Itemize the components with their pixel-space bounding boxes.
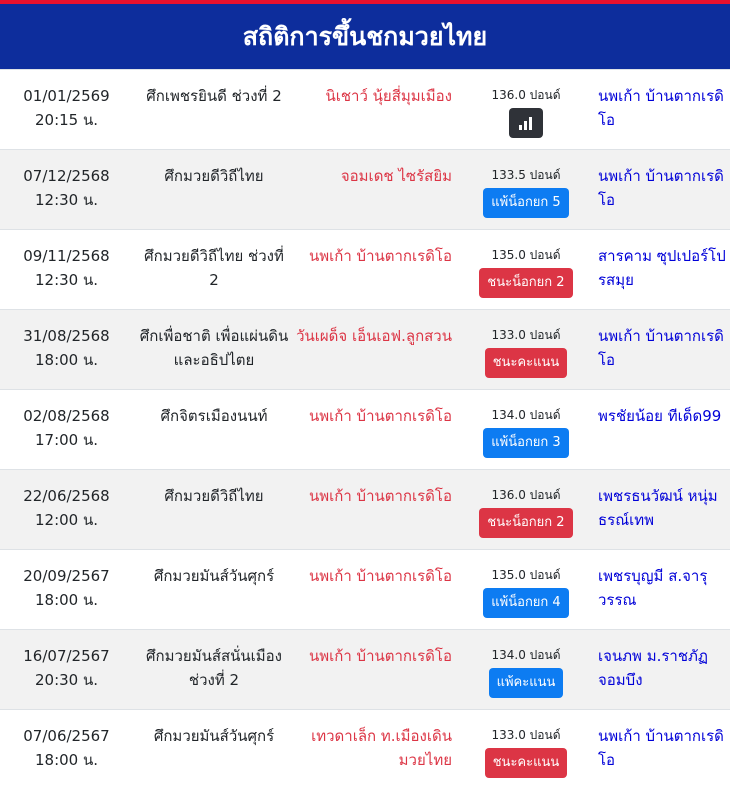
fight-date-cell bbox=[0, 710, 133, 789]
weight-label: 135.0 ปอนด์ bbox=[491, 568, 561, 582]
weight-label: 133.5 ปอนด์ bbox=[491, 168, 561, 182]
fight-date: 07/06/2567 bbox=[23, 727, 110, 745]
result-badge[interactable]: แพ้น็อกยก 5 bbox=[483, 188, 568, 218]
event-name: ศึกมวยมันส์วันศุกร์ bbox=[153, 567, 275, 585]
weight-label: 134.0 ปอนด์ bbox=[491, 408, 561, 422]
fight-time: 18:00 น. bbox=[34, 351, 99, 369]
fight-date-cell bbox=[0, 230, 133, 309]
result-cell bbox=[460, 550, 592, 629]
fight-date-cell bbox=[0, 150, 133, 229]
event-name: ศึกเพชรยินดี ช่วงที่ 2 bbox=[146, 87, 282, 105]
blue-corner-fighter[interactable]: นพเก้า บ้านตากเรดิโอ bbox=[598, 727, 724, 769]
fight-date: 20/09/2567 bbox=[23, 567, 110, 585]
fight-date-cell bbox=[0, 630, 133, 709]
fight-date-cell bbox=[0, 310, 133, 389]
blue-corner-fighter[interactable]: นพเก้า บ้านตากเรดิโอ bbox=[598, 327, 724, 369]
red-corner-fighter[interactable]: นิเชาว์ นุ้ยสี่มุมเมือง bbox=[325, 87, 452, 105]
fight-date: 01/01/2569 bbox=[23, 87, 110, 105]
fight-time: 12:30 น. bbox=[34, 191, 99, 209]
fight-date: 16/07/2567 bbox=[23, 647, 110, 665]
fight-time: 20:15 น. bbox=[34, 111, 99, 129]
weight-label: 133.0 ปอนด์ bbox=[491, 728, 561, 742]
weight-label: 134.0 ปอนด์ bbox=[491, 648, 561, 662]
fight-date-cell bbox=[0, 390, 133, 469]
weight-label: 135.0 ปอนด์ bbox=[491, 248, 561, 262]
fight-row bbox=[0, 309, 730, 389]
fight-row bbox=[0, 629, 730, 709]
weight-label: 136.0 ปอนด์ bbox=[491, 488, 561, 502]
fight-row bbox=[0, 549, 730, 629]
event-name: ศึกเพื่อชาติ เพื่อแผ่นดิน และอธิปไตย bbox=[139, 327, 289, 369]
fight-date-cell bbox=[0, 70, 133, 149]
fight-history-table bbox=[0, 69, 730, 789]
red-corner-fighter[interactable]: เทวดาเล็ก ท.เมืองเดินมวยไทย bbox=[311, 727, 452, 769]
result-cell bbox=[460, 310, 592, 389]
blue-corner-fighter[interactable]: เจนภพ ม.ราชภัฏจอมบึง bbox=[598, 647, 708, 689]
result-cell bbox=[460, 710, 592, 789]
fight-row bbox=[0, 389, 730, 469]
fight-date-cell bbox=[0, 470, 133, 549]
red-corner-fighter[interactable]: จอมเดช ไซรัสยิม bbox=[340, 167, 452, 185]
fight-row bbox=[0, 69, 730, 149]
fight-date: 09/11/2568 bbox=[23, 247, 110, 265]
fight-time: 18:00 น. bbox=[34, 751, 99, 769]
fight-row bbox=[0, 709, 730, 789]
red-corner-fighter[interactable]: วันเผด็จ เอ็นเอฟ.ลูกสวน bbox=[296, 327, 452, 345]
fight-time: 12:00 น. bbox=[34, 511, 99, 529]
blue-corner-fighter[interactable]: เพชรธนวัฒน์ หนุ่มธรณ์เทพ bbox=[598, 487, 718, 529]
fight-date: 31/08/2568 bbox=[23, 327, 110, 345]
result-badge[interactable]: ชนะคะแนน bbox=[485, 748, 568, 778]
fight-time: 17:00 น. bbox=[34, 431, 99, 449]
event-name: ศึกมวยดีวิถีไทย ช่วงที่ 2 bbox=[144, 247, 284, 289]
bar-chart-icon[interactable] bbox=[509, 108, 543, 138]
event-name: ศึกมวยมันส์สนั่นเมือง ช่วงที่ 2 bbox=[145, 647, 282, 689]
fight-date: 02/08/2568 bbox=[23, 407, 110, 425]
bar-chart-icon bbox=[519, 117, 533, 130]
page-title: สถิติการขึ้นชกมวยไทย bbox=[242, 21, 488, 51]
event-name: ศึกมวยดีวิถีไทย bbox=[164, 167, 264, 185]
red-corner-fighter[interactable]: นพเก้า บ้านตากเรดิโอ bbox=[309, 567, 452, 585]
result-badge[interactable]: ชนะคะแนน bbox=[485, 348, 568, 378]
fight-row bbox=[0, 229, 730, 309]
result-cell bbox=[460, 470, 592, 549]
result-badge[interactable]: ชนะน็อกยก 2 bbox=[479, 508, 572, 538]
result-cell bbox=[460, 230, 592, 309]
page-header bbox=[0, 4, 730, 69]
blue-corner-fighter[interactable]: นพเก้า บ้านตากเรดิโอ bbox=[598, 167, 724, 209]
red-corner-fighter[interactable]: นพเก้า บ้านตากเรดิโอ bbox=[309, 647, 452, 665]
red-corner-fighter[interactable]: นพเก้า บ้านตากเรดิโอ bbox=[309, 487, 452, 505]
event-name: ศึกมวยดีวิถีไทย bbox=[164, 487, 264, 505]
fight-date: 07/12/2568 bbox=[23, 167, 110, 185]
red-corner-fighter[interactable]: นพเก้า บ้านตากเรดิโอ bbox=[309, 247, 452, 265]
blue-corner-fighter[interactable]: นพเก้า บ้านตากเรดิโอ bbox=[598, 87, 724, 129]
weight-label: 136.0 ปอนด์ bbox=[491, 88, 561, 102]
result-badge[interactable]: แพ้คะแนน bbox=[489, 668, 564, 698]
result-cell bbox=[460, 390, 592, 469]
fight-date-cell bbox=[0, 550, 133, 629]
fight-time: 18:00 น. bbox=[34, 591, 99, 609]
blue-corner-fighter[interactable]: พรชัยน้อย ทีเด็ด99 bbox=[598, 407, 722, 425]
result-cell bbox=[460, 70, 592, 149]
blue-corner-fighter[interactable]: เพชรบุญมี ส.จารุวรรณ bbox=[598, 567, 708, 609]
result-badge[interactable]: แพ้น็อกยก 3 bbox=[483, 428, 568, 458]
fight-time: 12:30 น. bbox=[34, 271, 99, 289]
result-cell bbox=[460, 150, 592, 229]
result-cell bbox=[460, 630, 592, 709]
event-name: ศึกจิตรเมืองนนท์ bbox=[160, 407, 268, 425]
weight-label: 133.0 ปอนด์ bbox=[491, 328, 561, 342]
event-name: ศึกมวยมันส์วันศุกร์ bbox=[153, 727, 275, 745]
fight-row bbox=[0, 149, 730, 229]
result-badge[interactable]: ชนะน็อกยก 2 bbox=[479, 268, 572, 298]
fight-date: 22/06/2568 bbox=[23, 487, 110, 505]
blue-corner-fighter[interactable]: สารคาม ซุปเปอร์โปรสมุย bbox=[598, 247, 726, 289]
fight-row bbox=[0, 469, 730, 549]
fight-time: 20:30 น. bbox=[34, 671, 99, 689]
result-badge[interactable]: แพ้น็อกยก 4 bbox=[483, 588, 568, 618]
red-corner-fighter[interactable]: นพเก้า บ้านตากเรดิโอ bbox=[309, 407, 452, 425]
